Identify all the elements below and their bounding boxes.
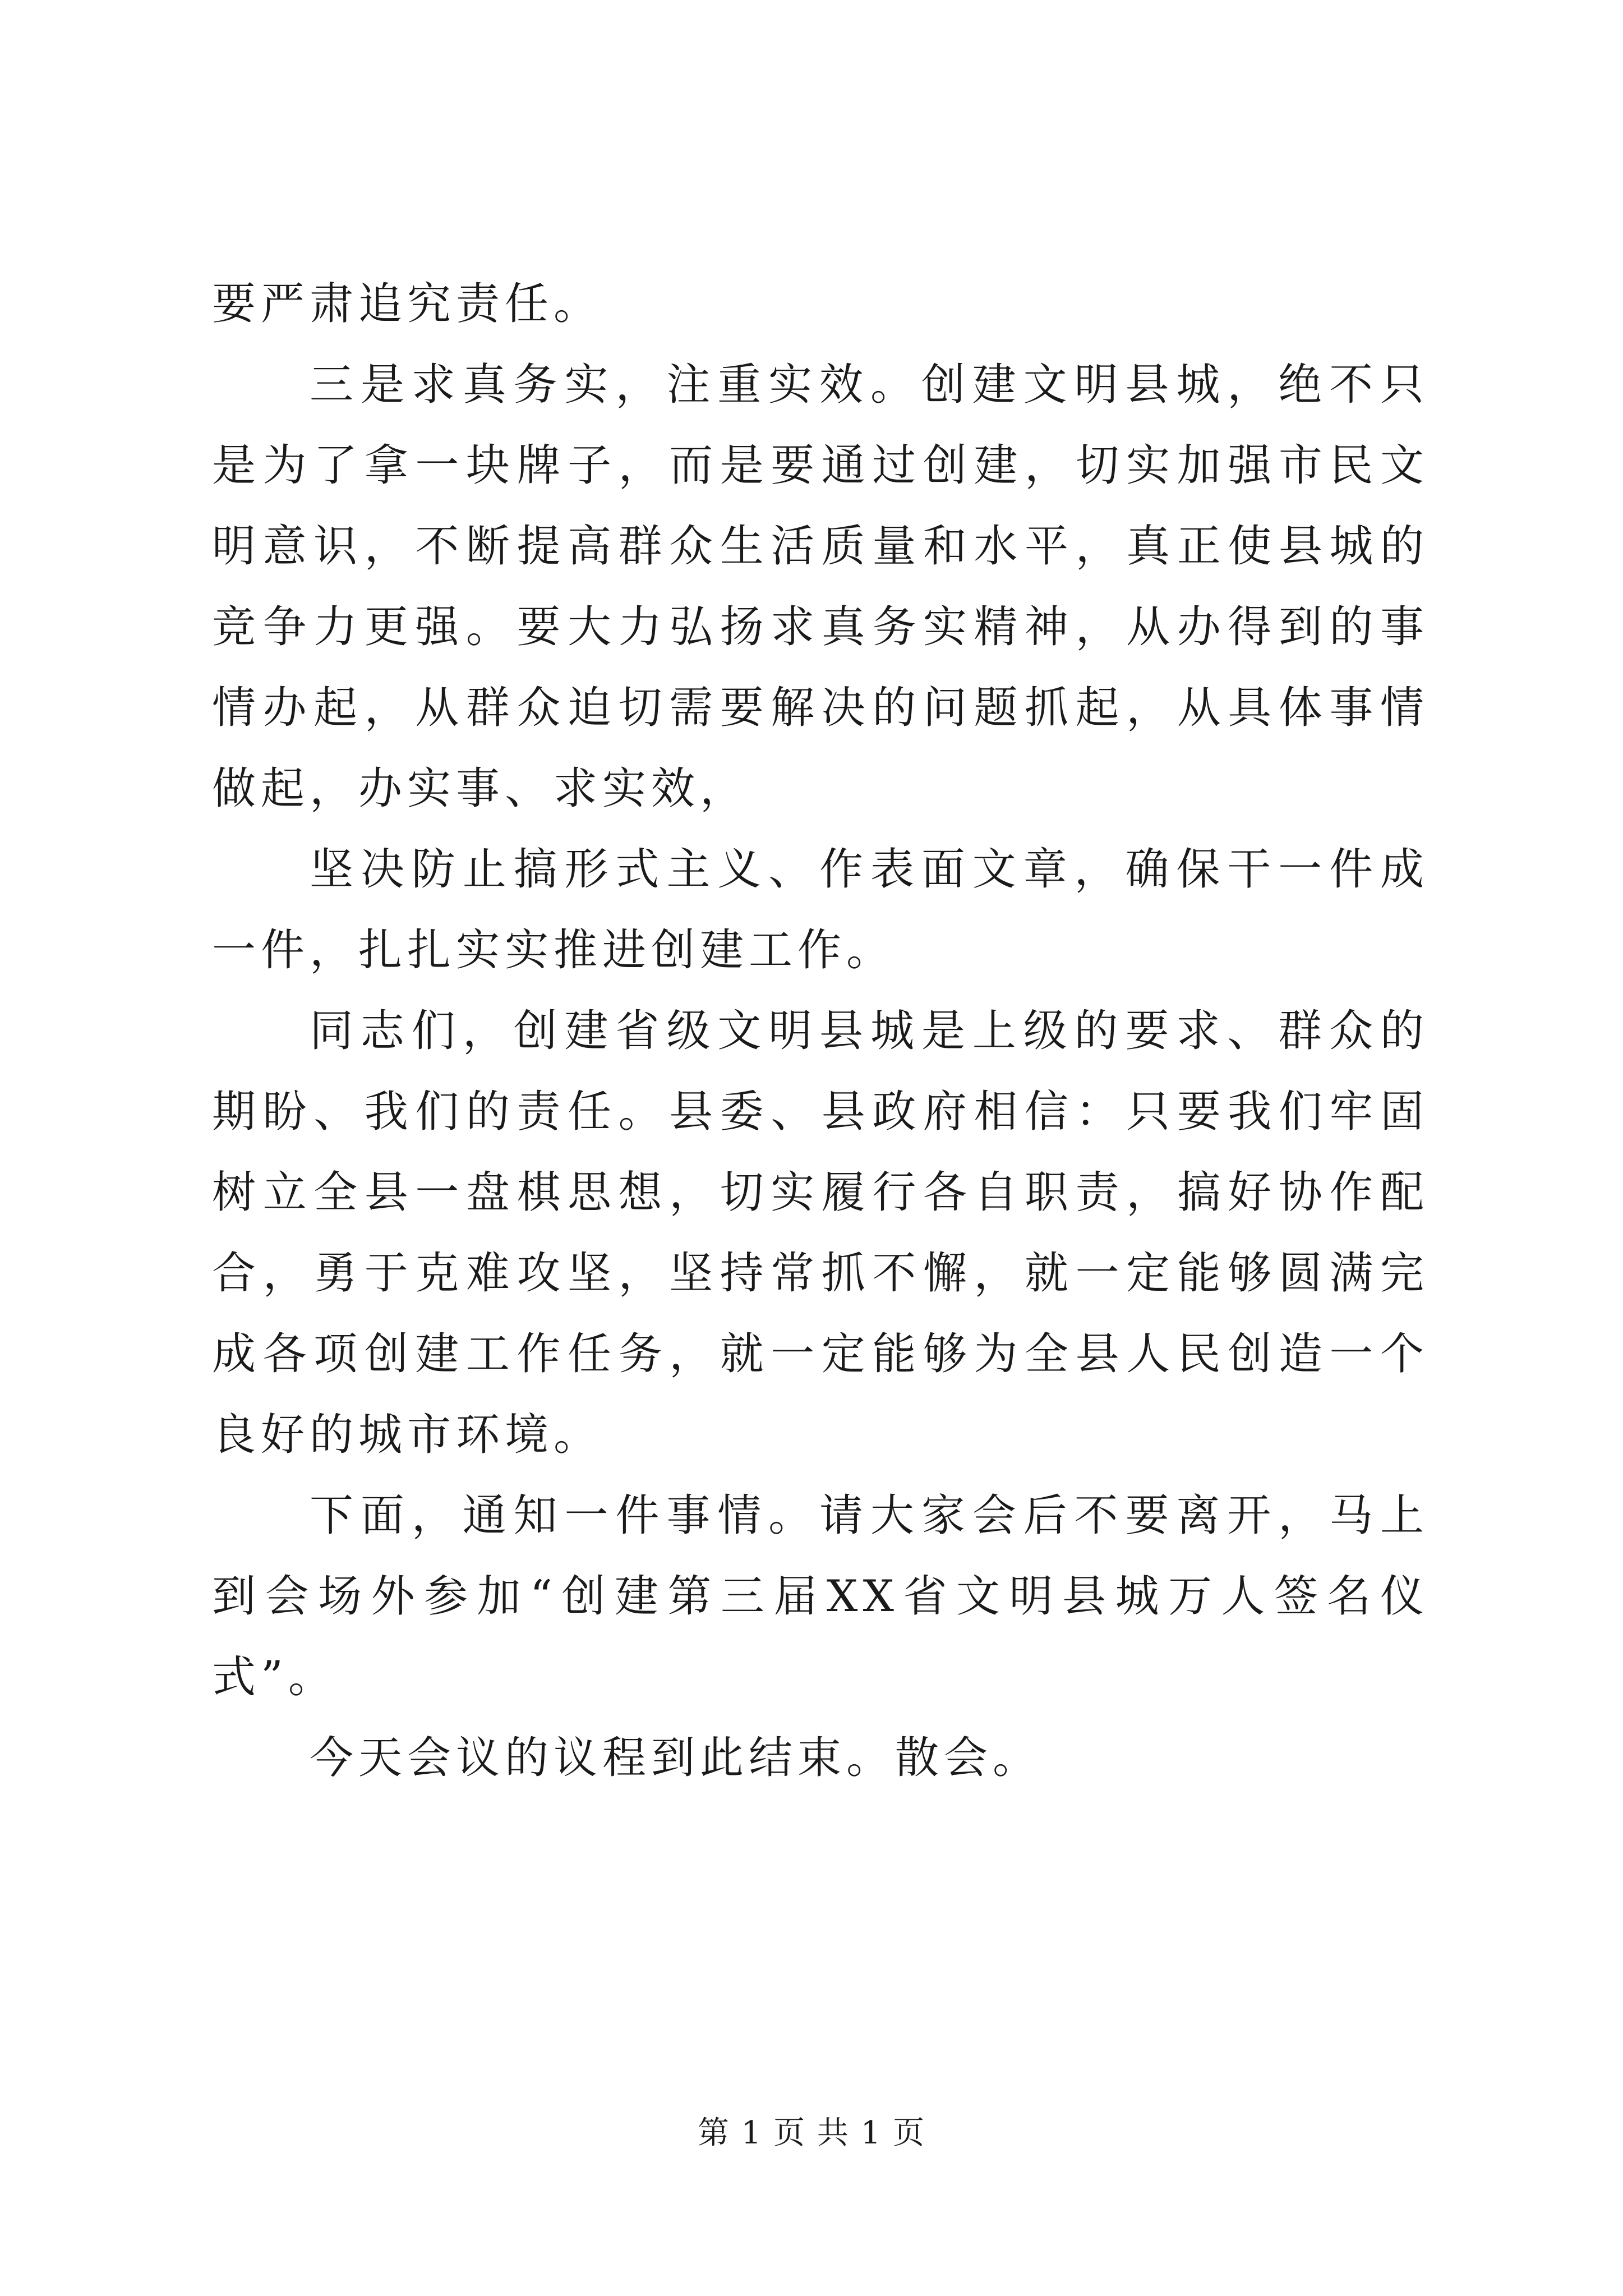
paragraph-prevent-formalism: 坚决防止搞形式主义、作表面文章，确保干一件成一件，扎扎实实推进创建工作。 xyxy=(212,844,1429,976)
document-body xyxy=(212,264,1429,1798)
paragraph-notice: 下面，通知一件事情。请大家会后不要离开，马上到会场外参加“创建第三届XX省文明县城万人签名仪式”。 xyxy=(212,1490,1429,1703)
page-number-label: 第 1 页 共 1 页 xyxy=(697,2115,926,2151)
paragraph-comrades: 同志们，创建省级文明县城是上级的要求、群众的期盼、我们的责任。县委、县政府相信：只要我们牢固树立全县一盘棋思想，切实履行各自职责，搞好协作配合，勇于克难攻坚，坚持常抓不懈，就一定能够圆满完成各项创建工作任务，就一定能够为全县人民创造一个良好的城市环境。 xyxy=(212,1006,1429,1460)
page-footer xyxy=(0,2114,1623,2153)
paragraph-continuation: 要严肃追究责任。 xyxy=(212,279,603,329)
paragraph-seek-truth: 三是求真务实，注重实效。创建文明县城，绝不只是为了拿一块牌子，而是要通过创建，切实加强市民文明意识，不断提高群众生活质量和水平，真正使县城的竞争力更强。要大力弘扬求真务实精神，从办得到的事情办起，从群众迫切需要解决的问题抓起，从具体事情做起，办实事、求实效， xyxy=(212,360,1429,814)
paragraph-closing: 今天会议的议程到此结束。散会。 xyxy=(310,1733,1042,1783)
